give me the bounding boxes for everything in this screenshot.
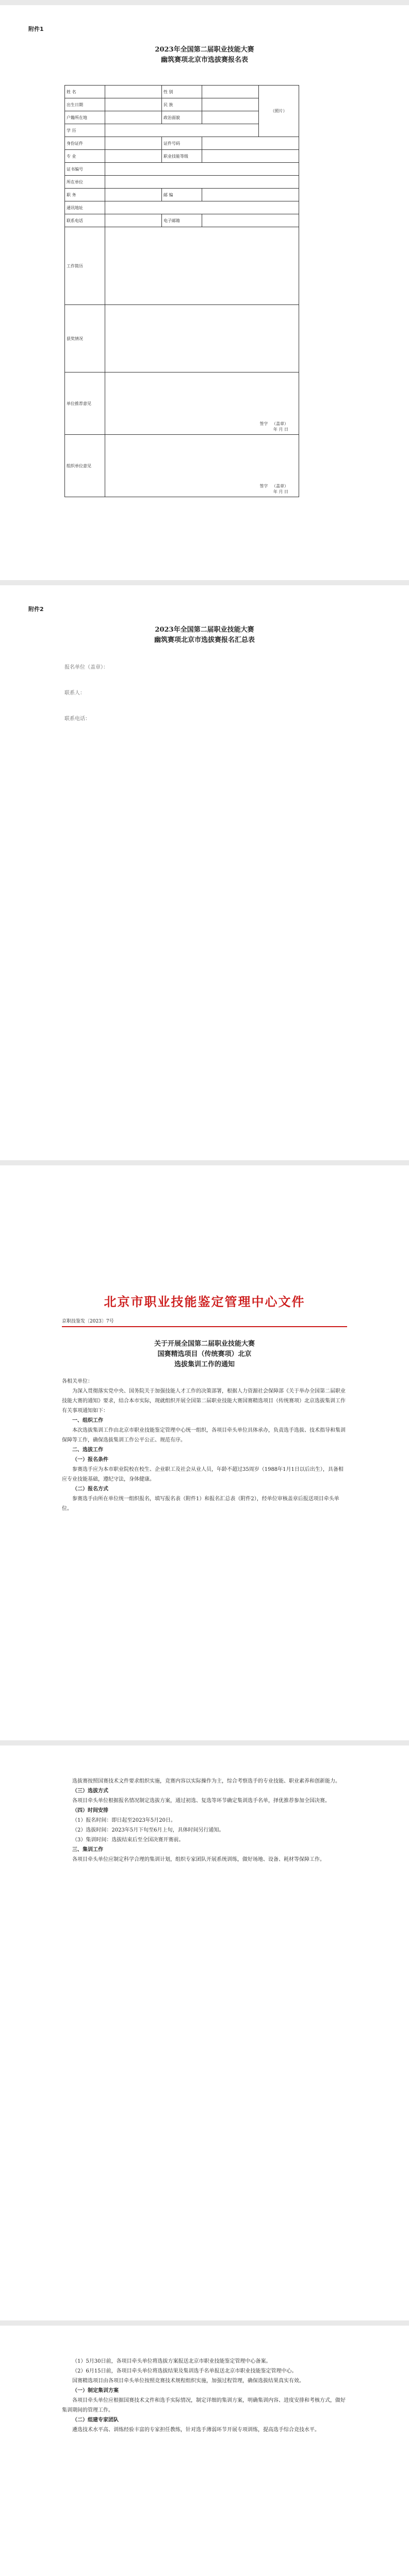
dept-sign-label: 签字 <box>259 484 268 488</box>
notice-heading-2: 国赛精选项目（传统赛项）北京 <box>157 1350 252 1358</box>
dept-seal-label: （盖章） <box>272 484 288 488</box>
label-id-type: 身份证件 <box>65 137 105 150</box>
label-unit-opinion: 单位推荐意见 <box>65 372 105 435</box>
field-level[interactable] <box>202 150 299 163</box>
field-unit-opinion[interactable] <box>105 372 299 435</box>
page-1-sheet <box>0 5 409 580</box>
paragraph: 参赛选手由所在单位统一组织报名，填写报名表（附件1）和报名汇总表（附件2），经单位审核盖章后报送项目牵头单位。 <box>62 1496 339 1512</box>
addressee: 各相关单位： <box>62 1379 93 1384</box>
paragraph: 国赛精选项目由各项目牵头单位按照竞赛技术规程组织实施，加强过程管理，确保选拔结果真实有效。 <box>72 2378 304 2384</box>
label-email: 电子邮箱 <box>162 214 202 227</box>
form-title-line2: 幽筑赛项北京市选拔赛报名表 <box>160 56 248 64</box>
label-household: 户籍所在地 <box>65 111 105 124</box>
label-ethnicity: 民 族 <box>162 98 202 111</box>
field-employer[interactable] <box>105 176 299 189</box>
label-dept-opinion: 组织单位意见 <box>65 435 105 497</box>
section-heading: 二、选拔工作 <box>72 1447 103 1453</box>
notice-heading-3: 选拔集训工作的通知 <box>174 1361 235 1368</box>
red-header-title: 北京市职业技能鉴定管理中心文件 <box>104 1295 305 1309</box>
label-politics: 政治面貌 <box>162 111 202 124</box>
field-cert-no[interactable] <box>105 163 299 176</box>
notice-body <box>62 1377 347 1514</box>
sub-heading: （三）选拔方式 <box>72 1788 108 1794</box>
unit-date-label: 年 月 日 <box>273 427 288 432</box>
paragraph: 为深入贯彻落实党中央、国务院关于加强技能人才工作的决策部署，根据人力资源社会保障部《关于举办全国第二届职业技能大赛的通知》要求，结合本市实际，现就组织开展全国第二届职业技能大赛国赛精选项目（传统赛项）北京选拔集训工作有关事项通知如下： <box>62 1388 346 1414</box>
label-job-title: 职 务 <box>65 189 105 201</box>
page-3-sheet <box>0 1165 409 1740</box>
paragraph: 遴选技术水平高、训练经验丰富的专家担任教练，针对选手薄弱环节开展专项训练，提高选手综合竞技水平。 <box>72 2427 320 2433</box>
section-heading: 三、集训工作 <box>72 1847 103 1853</box>
field-education[interactable] <box>105 124 259 137</box>
registration-form <box>64 85 299 497</box>
sub-heading: （一）报名条件 <box>72 1457 108 1463</box>
label-major: 专 业 <box>65 150 105 163</box>
notice-body <box>62 1776 347 1865</box>
field-phone[interactable] <box>105 214 162 227</box>
field-id-number[interactable] <box>202 137 299 150</box>
field-household[interactable] <box>105 111 162 124</box>
field-postcode[interactable] <box>202 189 299 201</box>
paragraph: 各项目牵头单位应根据国赛技术文件和选手实际情况，制定详细的集训方案，明确集训内容、进度安排和考核方式，做好集训期间的管理工作。 <box>62 2398 346 2413</box>
paragraph: 本次选拔集训工作由北京市职业技能鉴定管理中心统一组织，各项目牵头单位具体承办，负责选手选拔、技术指导和集训保障等工作，确保选拔集训工作公平公正、规范有序。 <box>62 1428 346 1443</box>
paragraph: （2）选拔时间：2023年5月下旬至6月上旬，具体时间另行通知。 <box>72 1827 224 1833</box>
label-birth: 出生日期 <box>65 98 105 111</box>
page-4-sheet <box>0 1745 409 2320</box>
summary-phone-label: 联系电话： <box>64 716 90 722</box>
field-job-title[interactable] <box>105 189 162 201</box>
summary-unit-label: 报名单位（盖章）： <box>64 665 108 670</box>
field-politics[interactable] <box>202 111 259 124</box>
field-address[interactable] <box>105 201 299 214</box>
paragraph: 各项目牵头单位根据报名情况制定选拔方案，通过初选、复选等环节确定集训选手名单，择优推荐参加全国决赛。 <box>72 1798 330 1804</box>
notice-heading-1: 关于开展全国第二届职业技能大赛 <box>154 1340 255 1348</box>
summary-title-line2: 幽筑赛项北京市选拔赛报名汇总表 <box>154 636 255 644</box>
field-birth[interactable] <box>105 98 162 111</box>
paragraph: 参赛选手应为本市职业院校在校生、企业职工及社会从业人员，年龄不超过35周岁（1988年1月1日以后出生），具备相应专业技能基础，遵纪守法，身体健康。 <box>62 1467 343 1482</box>
paragraph: 选拔赛按照国赛技术文件要求组织实施，竞赛内容以实际操作为主，综合考察选手的专业技能、职业素养和创新能力。 <box>72 1778 340 1784</box>
label-gender: 性 别 <box>162 86 202 98</box>
sub-heading: （二）报名方式 <box>72 1486 108 1492</box>
page-5-sheet <box>0 2326 409 2576</box>
sub-heading: （四）时间安排 <box>72 1808 108 1814</box>
field-ethnicity[interactable] <box>202 98 259 111</box>
photo-box: （照片） <box>259 86 299 137</box>
label-resume: 工作简历 <box>65 227 105 305</box>
sub-heading: （一）制定集训方案 <box>72 2388 119 2394</box>
form-title-line1: 2023年全国第二届职业技能大赛 <box>155 46 254 54</box>
field-email[interactable] <box>202 214 299 227</box>
unit-sign-label: 签字 <box>259 421 268 426</box>
field-gender[interactable] <box>202 86 259 98</box>
sub-heading: （二）组建专家团队 <box>72 2417 119 2423</box>
label-employer: 所在单位 <box>65 176 105 189</box>
label-education: 学 历 <box>65 124 105 137</box>
field-id-type[interactable] <box>105 137 162 150</box>
attachment-label: 附件2 <box>28 606 44 613</box>
red-divider <box>62 1326 347 1327</box>
summary-title-line1: 2023年全国第二届职业技能大赛 <box>155 626 254 634</box>
field-resume[interactable] <box>105 227 299 305</box>
label-id-number: 证件号码 <box>162 137 202 150</box>
paragraph: （1）报名时间：即日起至2023年5月20日。 <box>72 1818 176 1823</box>
page-2-sheet <box>0 585 409 1160</box>
field-honors[interactable] <box>105 305 299 372</box>
label-cert-no: 证书编号 <box>65 163 105 176</box>
field-dept-opinion[interactable] <box>105 435 299 497</box>
paragraph: 各项目牵头单位应制定科学合理的集训计划，组织专家团队开展系统训练，做好场地、设备、耗材等保障工作。 <box>72 1857 325 1862</box>
summary-contact-label: 联系人： <box>64 690 85 696</box>
section-heading: 一、组织工作 <box>72 1418 103 1423</box>
label-address: 通讯地址 <box>65 201 105 214</box>
paragraph: （3）集训时间：选拔结束后至全国决赛开赛前。 <box>72 1837 184 1843</box>
field-major[interactable] <box>105 150 162 163</box>
field-name[interactable] <box>105 86 162 98</box>
label-name: 姓 名 <box>65 86 105 98</box>
label-postcode: 邮 编 <box>162 189 202 201</box>
label-level: 职业技能等级 <box>162 150 202 163</box>
notice-body <box>62 2357 347 2435</box>
dept-date-label: 年 月 日 <box>273 489 288 494</box>
paragraph: （1）5月30日前，各项目牵头单位将选拔方案报送北京市职业技能鉴定管理中心备案。 <box>72 2359 271 2364</box>
label-honors: 获奖情况 <box>65 305 105 372</box>
label-phone: 联系电话 <box>65 214 105 227</box>
attachment-label: 附件1 <box>28 26 44 32</box>
doc-number: 京职技鉴发〔2023〕7号 <box>62 1319 114 1324</box>
unit-seal-label: （盖章） <box>272 421 288 426</box>
paragraph: （2）6月15日前，各项目牵头单位将选拔结果及集训选手名单报送北京市职业技能鉴定管理中心。 <box>72 2368 297 2374</box>
